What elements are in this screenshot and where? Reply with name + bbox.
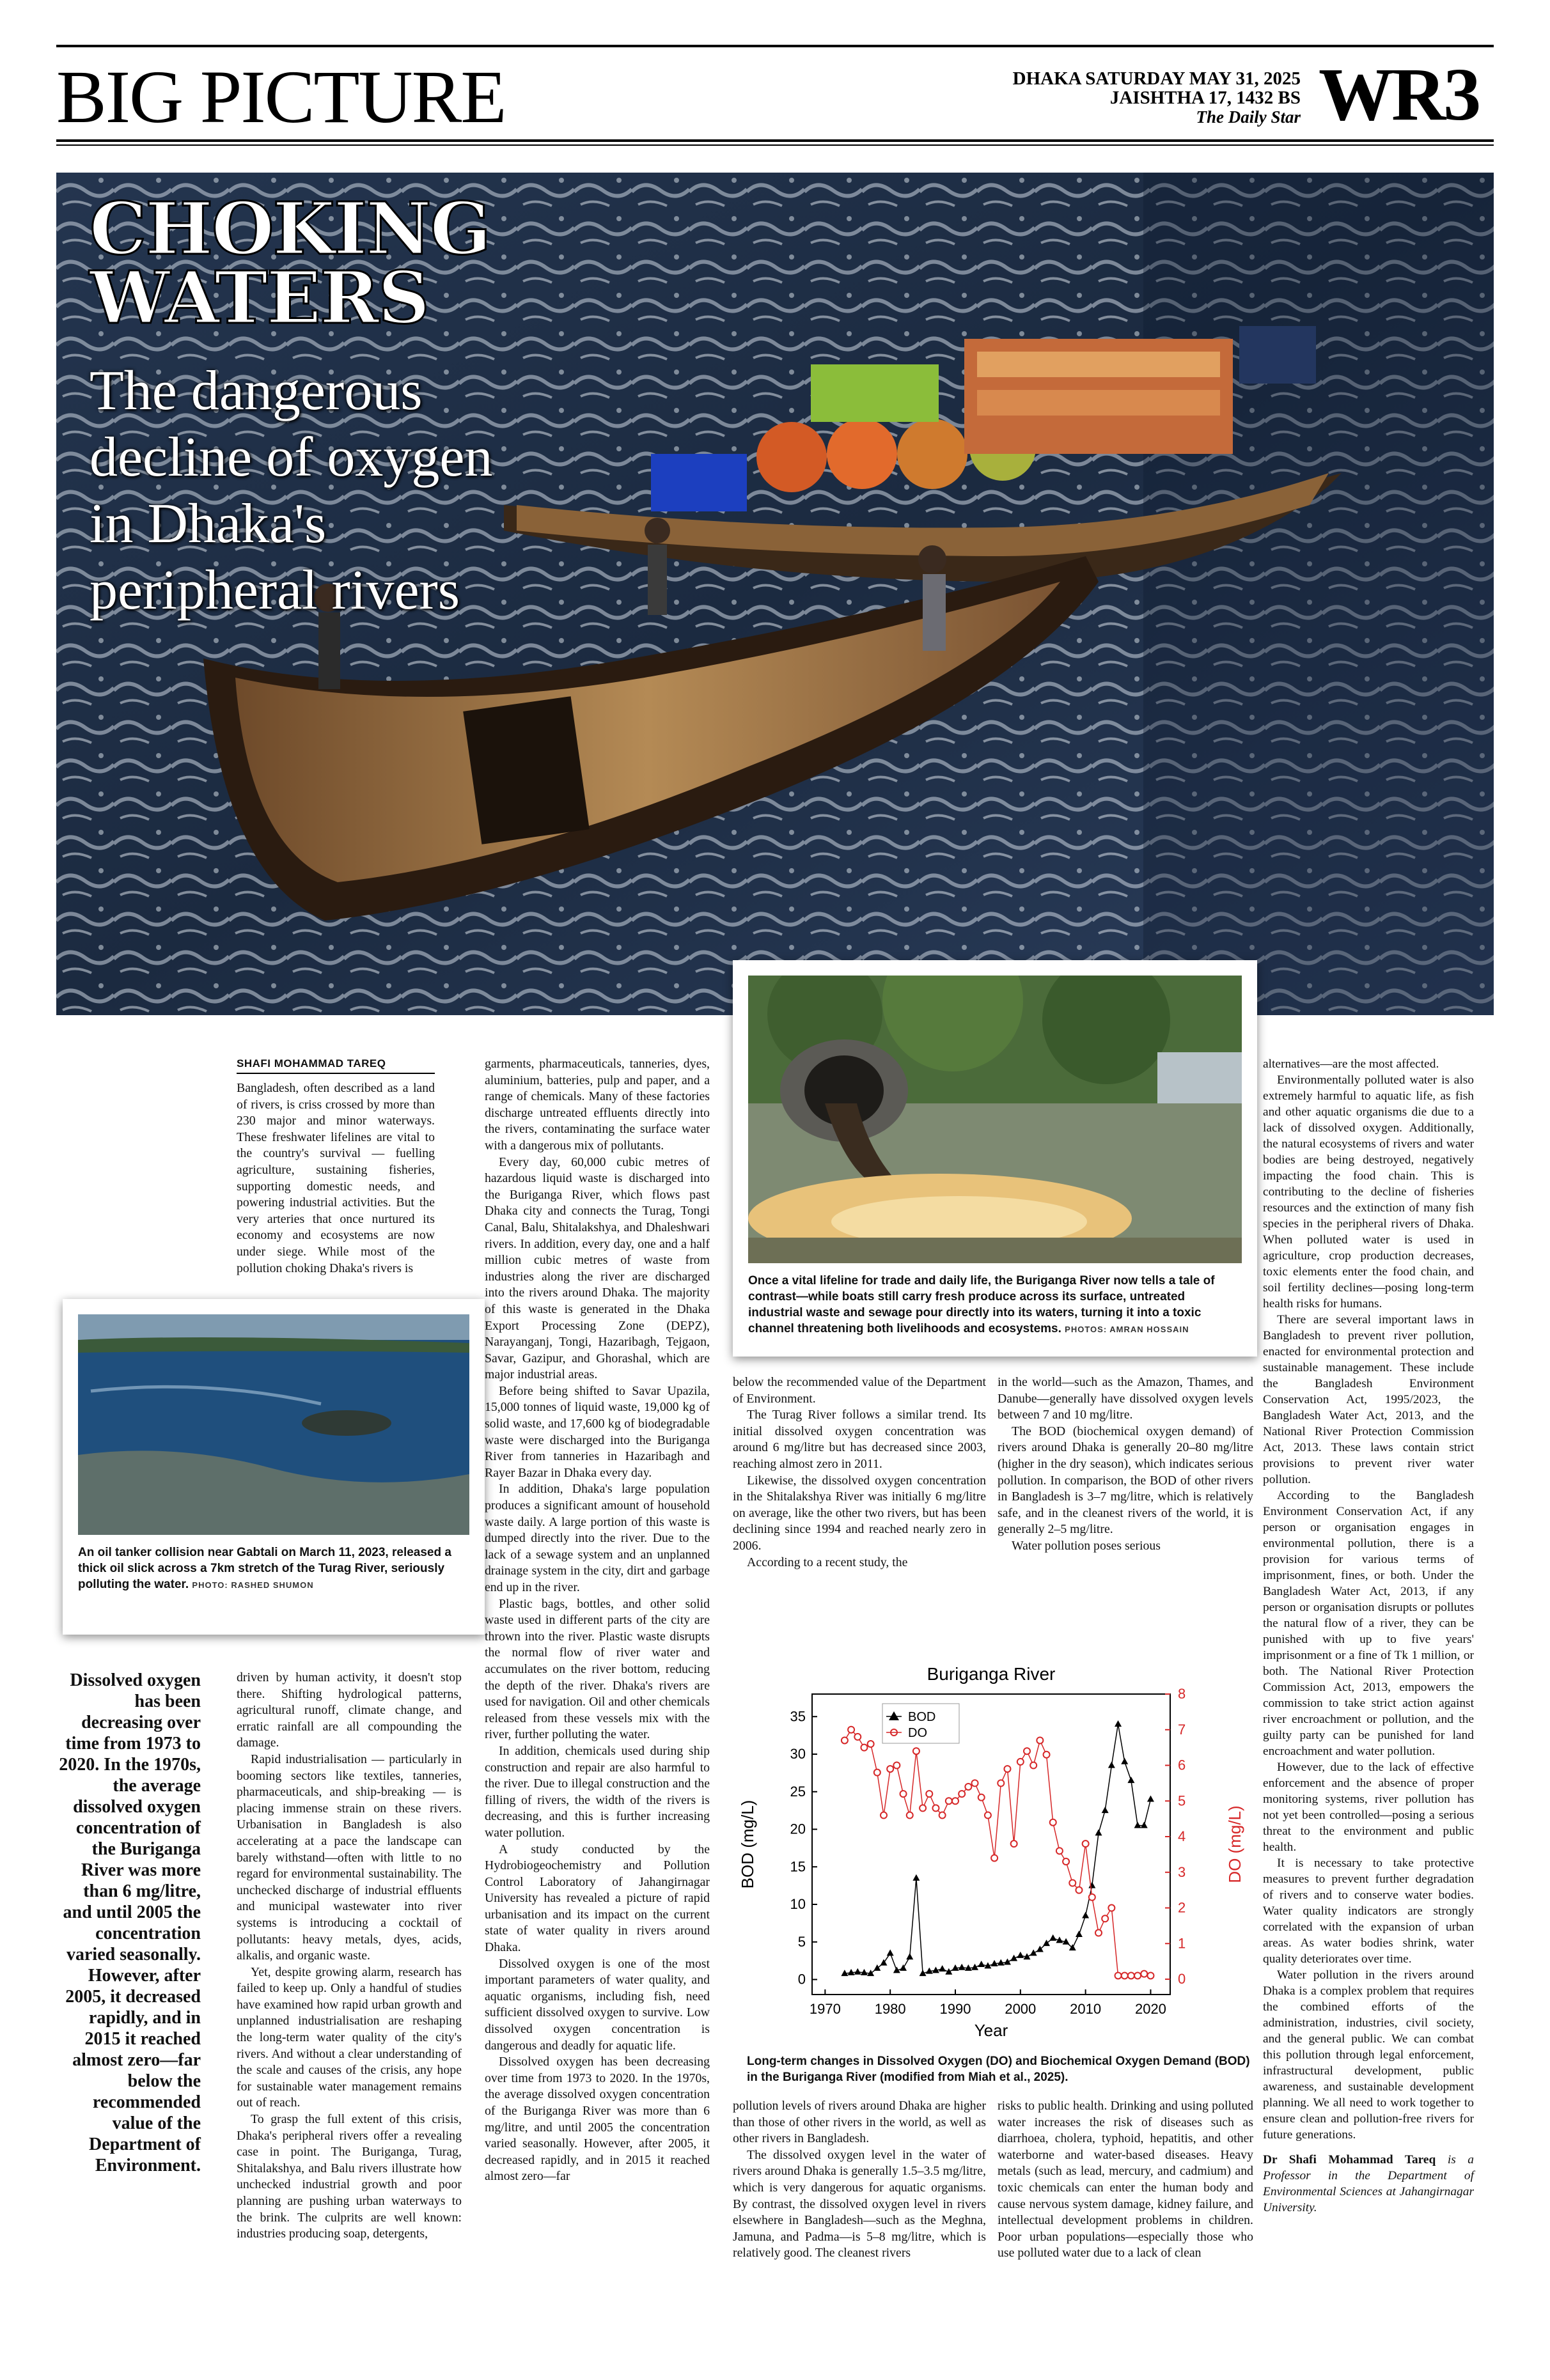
- section-title: BIG PICTURE: [56, 55, 506, 139]
- do-point: [1134, 1972, 1141, 1979]
- do-point: [998, 1780, 1004, 1786]
- col6-paragraph: It is necessary to take protective measures to prevent further degradation of rivers and to conserve water bodies. Water quality indicators are strongly correlated with the expansion of urban areas. As water bodies shrink, water quality deteriorates over time.: [1263, 1856, 1474, 1966]
- col3-paragraph: In addition, Dhaka's large population produces a significant amount of household waste daily. A large portion of this waste is dumped directly into the river. Due to the lack of a sewage system and an unplanned drainage system in the city, dirt and garbage end up in the river.: [485, 1482, 710, 1594]
- col3-paragraph: Before being shifted to Savar Upazila, 15,000 tonnes of liquid waste, 19,000 kg of solid waste, and 17,600 kg of biodegradable waste were discharged into the Buriganga River from tanneries in Hazaribagh and Rayer Bazar in Dhaka every day.: [485, 1383, 710, 1480]
- bod-point: [1095, 1829, 1102, 1835]
- dateline-date: DHAKA SATURDAY MAY 31, 2025: [1012, 68, 1301, 89]
- col3-paragraph: Dissolved oxygen has been decreasing over time from 1973 to 2020. In the 1970s, the average dissolved oxygen concentration of the Buriganga River was more than 6 mg/litre, and until 2005 the concentration varied seasonally. However, after 2005, it decreased rapidly, and in 2015 it reached almost zero—far: [485, 2055, 710, 2184]
- y-tick-label: 25: [790, 1783, 806, 1800]
- author-name: Dr Shafi Mohammad Tareq: [1263, 2153, 1436, 2166]
- col5-paragraph: in the world—such as the Amazon, Thames, and Danube—generally have dissolved oxygen levels between 7 and 10 mg/litre.: [998, 1375, 1253, 1422]
- do-bod-chart: [735, 1662, 1253, 2046]
- column-4-lower: [733, 2098, 986, 2262]
- do-point: [926, 1791, 932, 1797]
- bod-point: [1049, 1934, 1056, 1941]
- col2-paragraph: driven by human activity, it doesn't stop there. Shifting hydrological patterns, agricultural runoff, climate change, and erratic rainfall are all compounding the damage.: [237, 1670, 462, 1750]
- do-point: [932, 1805, 939, 1811]
- bod-point: [1030, 1949, 1037, 1956]
- bod-point: [1017, 1952, 1024, 1958]
- oil-photo-caption: An oil tanker collision near Gabtali on March 11, 2023, released a thick oil slick across a 7km stretch of the Turag River, seriously polluting the water.: [78, 1546, 451, 1591]
- do-point: [1076, 1887, 1082, 1894]
- author-affiliation: is a Professor in the Department of Environmental Sciences at Jahangirnagar University.: [1263, 2153, 1474, 2214]
- do-point: [1102, 1915, 1108, 1922]
- column-4-upper: [733, 1374, 986, 1571]
- col2-paragraph: Yet, despite growing alarm, research has failed to keep up. Only a handful of studies have examined how rapid urban growth and unplanned industrialisation are reshaping the long-term water quality of the city's rivers. And without a clear understanding of the scale and causes of the crisis, any hope for sustainable water management remains out of reach.: [237, 1964, 462, 2110]
- y2-tick-label: 0: [1178, 1971, 1186, 1987]
- col2-paragraph: To grasp the full extent of this crisis, Dhaka's peripheral rivers offer a revealing case in point. The Buriganga, Turag, Shitalakshya, and Balu rivers illustrate how unchecked industrial growth and poor planning are pushing urban waterways to the brink. The culprits are well known: industries producing soap, detergents,: [237, 2112, 462, 2241]
- pipe-photo-caption: Once a vital lifeline for trade and daily life, the Buriganga River now tells a tale of contrast—while boats still carry fresh produce across its surface, untreated industrial waste and sewage pour directly into its waters, turning it into a toxic channel threatening both livelihoods and ecosystems.: [748, 1274, 1215, 1335]
- headline: [90, 187, 490, 340]
- do-point: [1083, 1840, 1089, 1847]
- do-point: [842, 1737, 848, 1743]
- bod-point: [1043, 1940, 1050, 1946]
- y2-tick-label: 6: [1178, 1757, 1186, 1773]
- do-point: [1122, 1972, 1128, 1979]
- chart-y-axis-right: [1165, 1686, 1186, 1987]
- col3-paragraph: Dissolved oxygen is one of the most important parameters of water quality, and aquatic organisms, including fish, need sufficient dissolved oxygen to survive. Low dissolved oxygen concentration is dangerous and deadly for aquatic life.: [485, 1956, 710, 2053]
- column-5-upper: [998, 1374, 1253, 1555]
- x-tick-label: 1980: [874, 2001, 906, 2017]
- masthead-rule: [56, 45, 1494, 47]
- column-2: [237, 1670, 462, 2243]
- y2-tick-label: 4: [1178, 1828, 1186, 1845]
- bod-point: [1141, 1822, 1148, 1828]
- do-point: [985, 1812, 991, 1819]
- col5-paragraph: risks to public health. Drinking and using polluted water increases the risk of diseases such as diarrhoea, cholera, typhoid, hepatitis, and other waterborne and water-based diseases. Heavy metals (such as lead, mercury, and cadmium) and toxic chemicals can enter the human body and cause nervous system damage, kidney failure, and intellectual development problems in children. Poor urban populations—especially those who use polluted water due to a lack of clean: [998, 2099, 1253, 2260]
- photo-card-sewage-pipe: [733, 960, 1257, 1357]
- column-1: [237, 1080, 435, 1277]
- col3-paragraph: Every day, 60,000 cubic metres of hazardous liquid waste is discharged into the Buriganga River, which flows past Dhaka city and connects the Turag, Tongi Canal, Balu, Shitalakshya, and Dhaleshwari rivers. In addition, every day, one and a half million cubic metres of waste from industries along the river are discharged into the rivers around Dhaka. The majority of this waste is generated in the Dhaka Export Processing Zone (DEPZ), Narayanganj, Tongi, Hazaribagh, Tejgaon, Savar, Gazipur, and Ghorashal, which are major industrial areas.: [485, 1155, 710, 1382]
- col3-paragraph: Plastic bags, bottles, and other solid waste used in different parts of the city are thrown into the river. Plastic waste disrupts the normal flow of river water and accumulates on the river bottom, reducing the depth of the river. Dhaka's rivers are used for navigation. Oil and other chemicals released from these vessels mix with the river, further polluting the water.: [485, 1596, 710, 1742]
- headline-line-2: WATERS: [90, 256, 429, 340]
- col5-paragraph: Water pollution poses serious: [1012, 1538, 1161, 1553]
- do-point: [952, 1798, 959, 1804]
- bod-point: [1147, 1796, 1154, 1802]
- x-tick-label: 1990: [939, 2001, 971, 2017]
- do-point: [854, 1734, 861, 1740]
- newspaper-logo: The Daily Star: [1196, 107, 1301, 127]
- bod-point: [873, 1964, 881, 1971]
- do-point: [1063, 1858, 1069, 1865]
- column-3: [485, 1056, 710, 2185]
- col4-paragraph: below the recommended value of the Department of Environment.: [733, 1375, 986, 1406]
- bod-point: [1088, 1882, 1095, 1888]
- chart-legend: [882, 1704, 959, 1743]
- do-point: [978, 1794, 985, 1801]
- oil-photo-credit: PHOTO: RASHED SHUMON: [192, 1580, 314, 1590]
- bod-point: [1121, 1758, 1128, 1764]
- bod-point: [978, 1961, 985, 1967]
- chart-title: Buriganga River: [927, 1664, 1056, 1684]
- col4-paragraph: The Turag River follows a similar trend. Its initial dissolved oxygen concentration was around 6 mg/litre but has decreased since 2003, reaching almost zero in 2011.: [733, 1408, 986, 1471]
- y-tick-label: 15: [790, 1858, 806, 1875]
- y2-tick-label: 1: [1178, 1935, 1186, 1952]
- y-tick-label: 35: [790, 1708, 806, 1725]
- do-point: [1115, 1972, 1122, 1979]
- bod-point: [1134, 1822, 1141, 1828]
- x-tick-label: 2000: [1005, 2001, 1037, 2017]
- do-point: [1004, 1766, 1010, 1772]
- col6-paragraph: alternatives—are the most affected.: [1263, 1057, 1439, 1071]
- do-point: [913, 1748, 920, 1754]
- oil-slick-photo: [78, 1314, 469, 1535]
- bod-point: [1004, 1958, 1011, 1964]
- chart-y-axis-left: [790, 1708, 817, 1987]
- do-point: [1108, 1905, 1115, 1911]
- x-tick-label: 1970: [809, 2001, 841, 2017]
- bod-point: [1108, 1762, 1115, 1768]
- y-tick-label: 10: [790, 1896, 806, 1912]
- y2-tick-label: 8: [1178, 1686, 1186, 1702]
- do-point: [946, 1798, 952, 1804]
- series-line-bod: [845, 1724, 1151, 1973]
- y-tick-label: 30: [790, 1746, 806, 1762]
- do-point: [959, 1791, 965, 1797]
- chart-y-label: BOD (mg/L): [738, 1800, 757, 1889]
- bod-point: [1115, 1720, 1122, 1727]
- page-number: WR3: [1319, 52, 1479, 136]
- col4-paragraph: According to a recent study, the: [747, 1555, 908, 1569]
- bod-point: [1082, 1912, 1089, 1918]
- do-point: [939, 1812, 946, 1819]
- do-point: [1011, 1840, 1017, 1847]
- do-point: [1141, 1971, 1147, 1977]
- do-point: [1056, 1847, 1063, 1854]
- do-point: [1089, 1894, 1095, 1901]
- do-point: [965, 1784, 971, 1790]
- col6-paragraph: According to the Bangladesh Environment Conservation Act, if any person or organisation engages in environmental pollution, there is a provision for various terms of imprisonment, fines, or both. Under the Bangladesh Water Act, 2013, if any person or organisation disrupts or pollutes the natural flow of a river, they can be punished with up to five years' imprisonment or a fine of Tk 1 million, or both. The National River Protection Commission Act, 2013, empowers the commission to take strict action against river encroachment or pollution, and the guilty party can be punished for land encroachment and water pollution.: [1263, 1489, 1474, 1758]
- dateline: [1013, 69, 1301, 127]
- dateline-bengali-date: JAISHTHA 17, 1432 BS: [1109, 88, 1301, 108]
- photo-card-oil-slick: [63, 1299, 485, 1635]
- bod-point: [1127, 1777, 1134, 1783]
- bod-point: [887, 1949, 894, 1956]
- bod-point: [900, 1964, 907, 1971]
- do-point: [1095, 1930, 1102, 1936]
- x-tick-label: 2010: [1070, 2001, 1102, 2017]
- col6-paragraph: However, due to the lack of effective enforcement and the absence of proper monitoring systems, river pollution has not yet been controlled—posing a serious threat to the environment and public health.: [1263, 1761, 1474, 1854]
- chart-x-axis: [810, 1989, 1166, 2017]
- column-6: [1263, 1056, 1474, 2216]
- x-tick-label: 2020: [1134, 2001, 1166, 2017]
- legend-do-label: DO: [908, 1726, 927, 1740]
- col5-paragraph: The BOD (biochemical oxygen demand) of rivers around Dhaka is generally 20–80 mg/litre (higher in the dry season), which indicates serious pollution. In comparison, the BOD of other rivers in Bangladesh is 3–7 mg/litre, which is relatively safe, and in the cleanest rivers of the world, it is generally 2–5 mg/litre.: [998, 1424, 1253, 1537]
- do-point: [907, 1812, 913, 1819]
- do-point: [1069, 1879, 1076, 1886]
- pipe-photo-credit: PHOTOS: AMRAN HOSSAIN: [1065, 1325, 1189, 1334]
- col6-paragraph: Environmentally polluted water is also extremely harmful to aquatic life, as fish and other aquatic organisms die due to a lack of dissolved oxygen. Additionally, the natural ecosystems of rivers and water bodies are being destroyed, negatively impacting the food chain. This is contributing to the decline of fisheries resources and the extinction of many fish species in the peripheral rivers of Dhaka. When polluted water is used in agriculture, crop production decreases, toxic elements enter the food chain, and soil fertility declines—posing long-term health risks for humans.: [1263, 1073, 1474, 1311]
- y2-tick-label: 7: [1178, 1721, 1186, 1738]
- col4-paragraph: pollution levels of rivers around Dhaka are higher than those of other rivers in the world, as well as other rivers in Bangladesh.: [733, 2099, 986, 2146]
- do-point: [972, 1780, 978, 1786]
- bod-point: [959, 1964, 966, 1970]
- sewage-pipe-photo: [748, 976, 1242, 1263]
- chart-svg: [735, 1662, 1253, 2046]
- do-point: [887, 1766, 893, 1772]
- do-point: [1024, 1748, 1030, 1754]
- do-point: [1044, 1752, 1050, 1758]
- byline: SHAFI MOHAMMAD TAREQ: [237, 1057, 435, 1074]
- col1-paragraph: Bangladesh, often described as a land of rivers, is criss crossed by more than 230 major and minor waterways. These freshwater lifelines are vital to the country's survival — fuelling agriculture, sustaining fisheries, supporting domestic needs, and powering industrial activities. But the very arteries that once nurtured its economy and ecosystems are now under siege. While most of the pollution choking Dhaka's rivers is: [237, 1081, 435, 1275]
- bod-point: [906, 1953, 913, 1959]
- col6-paragraph: Water pollution in the rivers around Dhaka is a complex problem that requires the combined efforts of the administration, industries, civil society, and the general public. We can combat this pollution through legal enforcement, infrastructural development, public awareness, and sustainable development planning. We all need to work together to ensure clean and pollution-free rivers for future generations.: [1263, 1968, 1474, 2142]
- do-point: [868, 1741, 874, 1747]
- do-point: [991, 1855, 998, 1861]
- do-point: [920, 1805, 926, 1811]
- y-tick-label: 5: [797, 1933, 806, 1950]
- bod-point: [854, 1968, 861, 1975]
- col4-paragraph: The dissolved oxygen level in the water of rivers around Dhaka is generally 1.5–3.5 mg/litre, which is very dangerous for aquatic organisms. By contrast, the dissolved oxygen level in rivers elsewhere in Bangladesh—such as the Meghna, Jamuna, and Padma—is 5–8 mg/litre, which is relatively good. The cleanest rivers: [733, 2147, 986, 2260]
- legend-bod-label: BOD: [908, 1710, 936, 1724]
- col2-paragraph: Rapid industrialisation — particularly in booming sectors like textiles, tanneries, pharmaceuticals, and ship-breaking — is placing immense strain on these rivers. Urbanisation in Bangladesh is also accelerating at a pace the landscape can barely withstand—often with little to no regard for environmental sustainability. The unchecked discharge of industrial effluents and municipal wastewater into river systems is introducing a cocktail of pollutants: heavy metals, dyes, acids, alkalis, and organic waste.: [237, 1752, 462, 1963]
- do-point: [1128, 1972, 1134, 1979]
- y2-tick-label: 5: [1178, 1793, 1186, 1809]
- col3-paragraph: A study conducted by the Hydrobiogeochemistry and Pollution Control Laboratory of Jahangirnagar University has revealed a picture of rapid urbanisation and its impact on the current state of water quality in rivers around Dhaka.: [485, 1842, 710, 1955]
- headline-line-1: CHOKING: [90, 187, 490, 271]
- do-point: [1030, 1762, 1037, 1769]
- chart-plot-frame: [812, 1694, 1170, 1995]
- col6-paragraph: There are several important laws in Bangladesh to prevent river pollution, enacted for environmental protection and sustainable management. These include the Bangladesh Environment Conservation Act, 1995/2023, the Bangladesh Water Act, 2013, and the National River Protection Commission Act, 2013. These laws contain strict provisions to prevent river water pollution.: [1263, 1313, 1474, 1486]
- y-tick-label: 20: [790, 1821, 806, 1837]
- chart-x-label: Year: [974, 2021, 1008, 2040]
- col4-paragraph: Likewise, the dissolved oxygen concentration in the Shitalakshya River was initially 6 mg/litre on average, like the other two rivers, but has been declining since 1994 and reached nearly zero in 2006.: [733, 1473, 986, 1553]
- do-point: [881, 1812, 887, 1819]
- bod-point: [912, 1874, 920, 1881]
- do-point: [861, 1745, 867, 1751]
- bod-point: [1102, 1807, 1109, 1813]
- y-tick-label: 0: [797, 1971, 806, 1987]
- do-point: [1017, 1759, 1024, 1765]
- do-point: [893, 1762, 900, 1769]
- pull-quote: Dissolved oxygen has been decreasing over time from 1973 to 2020. In the 1970s, the average dissolved oxygen concentration of the Buriganga River was more than 6 mg/litre, and until 2005 the concentration varied seasonally. However, after 2005, it decreased rapidly, and in 2015 it reached almost zero—far below the recommended value of the Department of Environment.: [59, 1670, 201, 2175]
- col3-paragraph: garments, pharmaceuticals, tanneries, dyes, aluminium, batteries, pulp and paper, and a range of chemicals. Many of these factories discharge untreated effluents directly into the rivers, contaminating the surface water with a dangerous mix of pollutants.: [485, 1057, 710, 1153]
- do-point: [848, 1727, 854, 1733]
- do-point: [1147, 1972, 1154, 1979]
- chart-caption: Long-term changes in Dissolved Oxygen (DO) and Biochemical Oxygen Demand (BOD) in the Buriganga River (modified from Miah et al., 2025).: [747, 2055, 1250, 2084]
- col3-paragraph: In addition, chemicals used during ship construction and repair are also harmful to the river. Due to illegal construction and the filling of rivers, the width of the rivers is decreasing, and this is further increasing water pollution.: [485, 1743, 710, 1840]
- subheadline: The dangerous decline of oxygen in Dhaka's peripheral rivers: [90, 360, 493, 621]
- chart-y2-label: DO (mg/L): [1225, 1805, 1244, 1883]
- chart-series-group: [841, 1720, 1154, 1979]
- column-5-lower: [998, 2098, 1253, 2262]
- do-point: [900, 1791, 907, 1797]
- y2-tick-label: 2: [1178, 1899, 1186, 1916]
- y2-tick-label: 3: [1178, 1863, 1186, 1880]
- bod-point: [939, 1965, 946, 1972]
- do-point: [874, 1769, 881, 1776]
- author-note: [1263, 2152, 1474, 2216]
- do-point: [1050, 1819, 1056, 1826]
- header-rule: [56, 139, 1494, 146]
- do-point: [1037, 1737, 1043, 1743]
- bod-point: [1076, 1931, 1083, 1937]
